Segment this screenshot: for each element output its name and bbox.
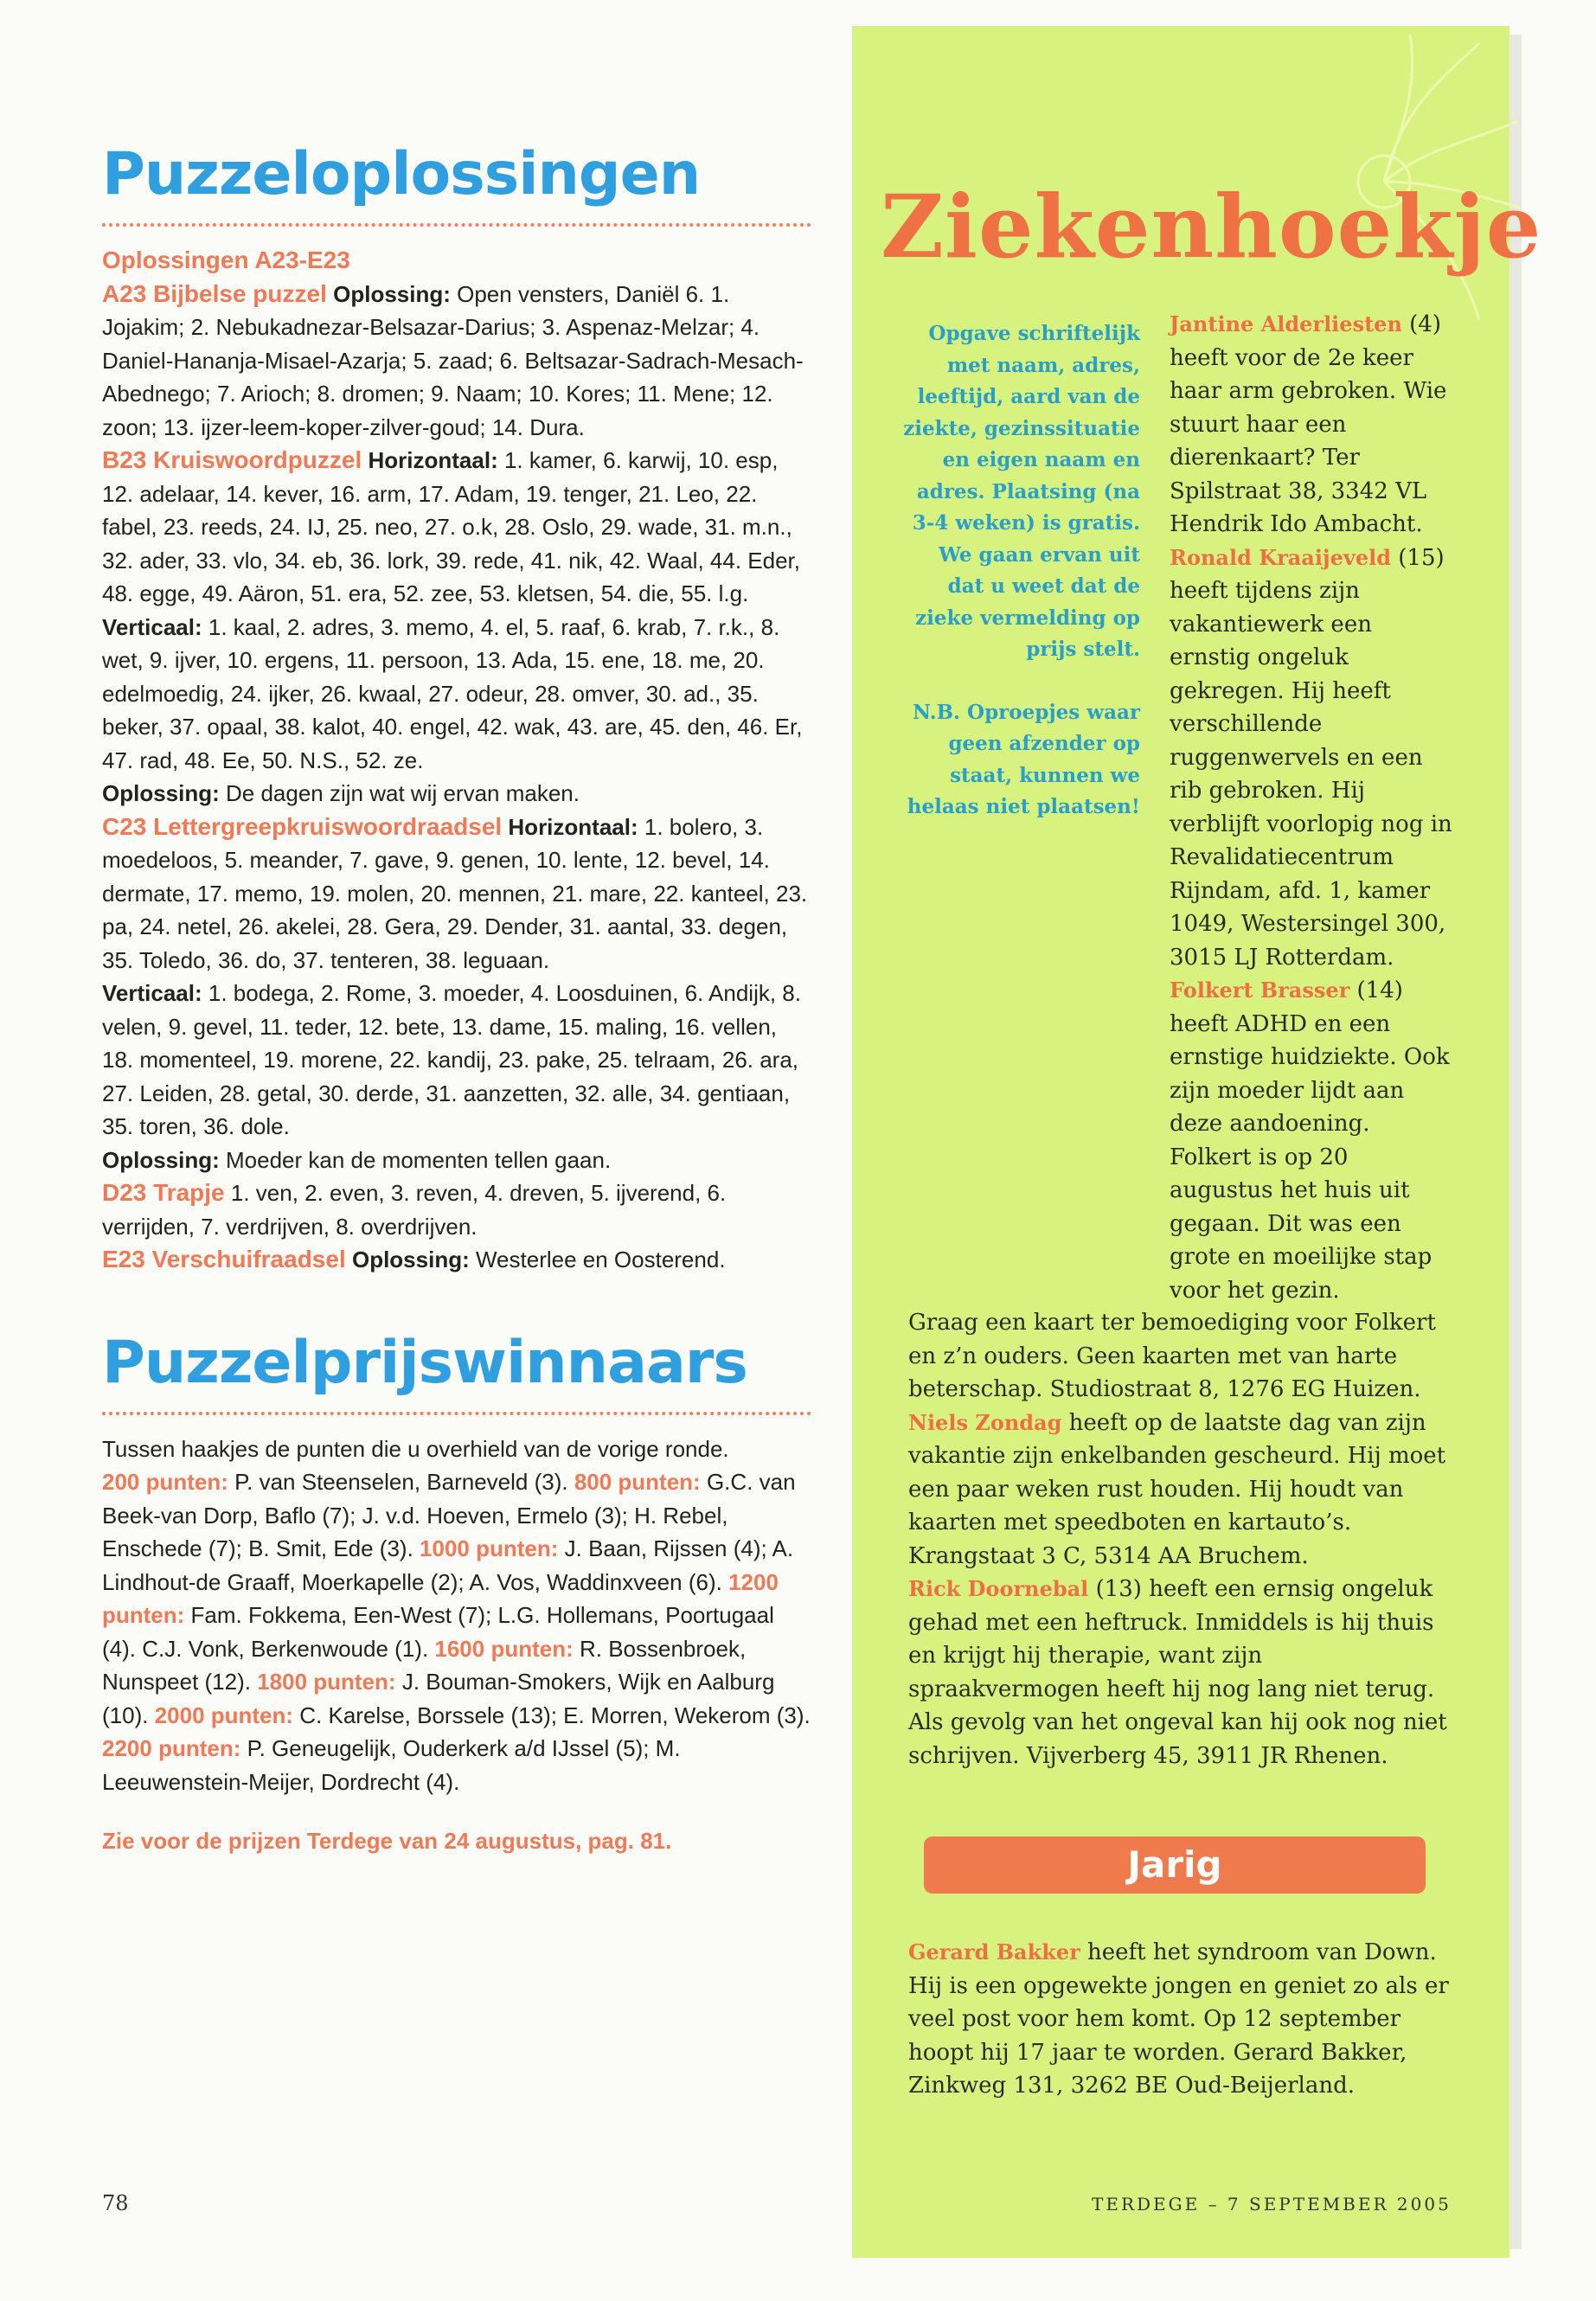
e23-solution-label: Oplossing: [351,1247,470,1272]
submission-info [900,318,1140,855]
sick-corner-title: Ziekenhoekje [881,176,1542,278]
winners-names: R. Bossenbroek, Nunspeet (12). [102,1635,747,1695]
c23-solution-label: Oplossing: [102,1146,220,1173]
b23-horizontal-label: Horizontaal: [368,447,498,473]
solutions-subheading: Oplossingen A23-E23 [102,247,350,273]
entry-name: Niels Zondag [908,1409,1062,1435]
entry-name: Folkert Brasser [1170,977,1350,1003]
winners-points: 1800 punten: [257,1669,396,1695]
panel-shadow [1509,35,1522,2249]
entry-name: Rick Doornebal [908,1576,1089,1601]
winners-points: 1200 punten: [102,1568,779,1628]
left-column [102,140,811,1858]
magazine-footer: TERDEGE – 7 SEPTEMBER 2005 [1092,2194,1452,2214]
entry-text: heeft op de laatste dag van zijn vakantie zijn enkelbanden gescheurd. Hij moet een paar weken rust houden. Hij houdt van kaarten met speedboten en kartauto’s. Krangstaat 3 C, 5314 AA Bruchem. [908,1409,1446,1569]
entry-text: (4) heeft voor de 2e keer haar arm gebroken. Wie stuurt haar een dierenkaart? Ter Spilstraat 38, 3342 VL Hendrik Ido Ambacht. [1170,311,1447,537]
winners-names: P. van Steenselen, Barneveld (3). [228,1469,574,1495]
sick-entry [908,1573,1458,1772]
a23-label: A23 Bijbelse puzzel [102,279,327,307]
puzzle-solutions-title: Puzzeloplossingen [102,140,701,208]
entry-name: Gerard Bakker [908,1939,1080,1965]
b23-label: B23 Kruiswoordpuzzel [102,446,362,473]
c23-horizontal-label: Horizontaal: [508,813,638,840]
b23-vertical-text: 1. kaal, 2. adres, 3. memo, 4. el, 5. raaf, 6. krab, 7. r.k., 8. wet, 9. ijver, 10. ergens, 11. persoon, 13. Ada, 15. ene, 18. me, 20. edelmoedig, 24. ijker, 26. kwaal, 27. odeur, 28. omver, 30. ad., 35. beker, 37. opaal, 38. kalot, 40. engel, 42. wak, 43. are, 45. den, 46. Er, 47. rad, 48. Ee, 50. N.S., 52. ze. [102,613,803,773]
winners-points: 2000 punten: [154,1702,294,1728]
winners-names: C. Karelse, Borssele (13); E. Morren, Wekerom (3). [293,1702,811,1728]
winners-points: 1600 punten: [434,1635,574,1662]
winners-names: G.C. van Beek-van Dorp, Baflo (7); J. v.d. Hoeven, Ermelo (3); H. Rebel, Enschede (7); B. Smit, Ede (3). [102,1469,796,1561]
sick-entries-narrow [1170,308,1455,1307]
sick-entries-wide [908,1306,1458,1772]
winners-points: 200 punten: [102,1469,228,1495]
a23-solution-text: Open vensters, Daniël 6. 1. Jojakim; 2. Nebukadnezar-Belsazar-Darius; 3. Aspenaz-Melzar; 4. Daniel-Hananja-Misael-Azarja; 5. zaad; 6. Beltsazar-Sadrach-Mesach-Abednego; 7. Arioch; 8. dromen; 9. Naam; 10. Kores; 11. Mene; 12. zoon; 13. ijzer-leem-koper-zilver-goud; 14. Dura. [102,280,804,440]
b23-solution-label: Oplossing: [102,780,220,806]
b23-vertical-label: Verticaal: [102,613,202,640]
e23-label: E23 Verschuifraadsel [102,1246,346,1272]
puzzle-winners-title: Puzzelprijswinnaars [102,1328,747,1397]
page-number: 78 [102,2191,129,2215]
c23-solution-text: Moeder kan de momenten tellen gaan. [219,1146,612,1173]
solutions-block [102,244,811,1277]
sick-entry [1170,974,1455,1307]
sick-entry [908,1407,1458,1574]
c23-horizontal-text: 1. bolero, 3. moedeloos, 5. meander, 7. gave, 9. genen, 10. lente, 12. bevel, 14. dermate, 17. memo, 19. molen, 20. mennen, 21. mare, 22. kanteel, 23. pa, 24. netel, 26. akelei, 28. Gera, 29. Dender, 31. aantal, 33. degen, 35. Toledo, 36. do, 37. tenteren, 38. leguaan. [102,813,808,973]
e23-solution-text: Westerlee en Oosterend. [469,1247,726,1272]
c23-label: C23 Lettergreepkruiswoordraadsel [102,812,503,840]
d23-label: D23 Trapje [102,1179,225,1206]
entry-text: Graag een kaart ter bemoediging voor Folkert en z’n ouders. Geen kaarten met van harte beterschap. Studiostraat 8, 1276 EG Huizen. [908,1310,1436,1402]
submission-note: N.B. Oproepjes waar geen afzender op staat, kunnen we helaas niet plaatsen! [907,700,1140,818]
birthday-entries [908,1936,1458,2103]
winners-points: 1000 punten: [420,1535,559,1561]
entry-text: heeft het syndroom van Down. Hij is een opgewekte jongen en geniet zo als er veel post voor hem komt. Op 12 september hoopt hij 17 jaar te worden. Gerard Bakker, Zinkweg 131, 3262 BE Oud-Beijerland. [908,1939,1449,2099]
winners-block [102,1433,811,1799]
winners-points: 2200 punten: [102,1735,241,1761]
d23-text: 1. ven, 2. even, 3. reven, 4. dreven, 5. ijverend, 6. verrijden, 7. verdrijven, 8. overdrijven. [102,1180,727,1240]
a23-solution-label: Oplossing: [333,280,451,307]
sick-entry [1170,542,1455,975]
winners-intro: Tussen haakjes de punten die u overhield van de vorige ronde. [102,1435,729,1462]
entry-text: (15) heeft tijdens zijn vakantiewerk een ernstig ongeluk gekregen. Hij heeft verschillende ruggenwervels en een rib gebroken. Hij verblijft voorlopig nog in Revalidatiecentrum Rijndam, afd. 1, kamer 1049, Westersingel 300, 3015 LJ Rotterdam. [1170,544,1452,971]
winners-points: 800 punten: [574,1469,701,1495]
c23-vertical-label: Verticaal: [102,980,202,1006]
birthday-banner: Jarig [924,1836,1426,1894]
sick-entry [1170,308,1455,542]
entry-text: (13) heeft een ernsig ongeluk gehad met een heftruck. Inmiddels is hij thuis en krijgt hij therapie, want zijn spraakvermogen heeft hij nog lang niet terug. Als gevolg van het ongeval kan hij ook nog niet schrijven. Vijverberg 45, 3911 JR Rhenen. [908,1576,1447,1769]
prizes-note: Zie voor de prijzen Terdege van 24 augustus, pag. 81. [102,1828,672,1854]
submission-instructions: Opgave schriftelijk met naam, adres, leeftijd, aard van de ziekte, gezinssituatie en eigen naam en adres. Plaatsing (na 3-4 weken) is gratis. We gaan ervan uit dat u weet dat de zieke vermelding op prijs stelt. [903,322,1140,661]
b23-solution-text: De dagen zijn wat wij ervan maken. [219,780,580,806]
winners-names: J. Bouman-Smokers, Wijk en Aalburg (10). [102,1669,775,1728]
winners-names: P. Geneugelijk, Ouderkerk a/d IJssel (5); M. Leeuwenstein-Meijer, Dordrecht (4). [102,1735,681,1795]
entry-name: Ronald Kraaijeveld [1170,544,1391,570]
dotted-divider [102,223,811,227]
winners-names: J. Baan, Rijssen (4); A. Lindhout-de Graaff, Moerkapelle (2); A. Vos, Waddinxveen (6). [102,1535,794,1595]
dotted-divider [102,1412,811,1415]
entry-text: (14) heeft ADHD en een ernstige huidziekte. Ook zijn moeder lijdt aan deze aandoening. Folkert is op 20 augustus het huis uit gegaan. Dit was een grote en moeilijke stap voor het gezin. [1170,977,1450,1304]
c23-vertical-text: 1. bodega, 2. Rome, 3. moeder, 4. Loosduinen, 6. Andijk, 8. velen, 9. gevel, 11. teder, 12. bete, 13. dame, 15. maling, 16. vellen, 18. momenteel, 19. morene, 22. kandij, 23. pake, 25. telraam, 26. ara, 27. Leiden, 28. getal, 30. derde, 31. aanzetten, 32. alle, 34. gentiaan, 35. toren, 36. dole. [102,980,801,1139]
birthday-entry [908,1936,1458,2103]
winners-names: Fam. Fokkema, Een-West (7); L.G. Hollemans, Poortugaal (4). C.J. Vonk, Berkenwoude (1). [102,1602,774,1662]
entry-name: Jantine Alderliesten [1170,311,1402,336]
b23-horizontal-text: 1. kamer, 6. karwij, 10. esp, 12. adelaar, 14. kever, 16. arm, 17. Adam, 19. tenger, 21. Leo, 22. fabel, 23. reeds, 24. IJ, 25. neo, 27. o.k, 28. Oslo, 29. wade, 31. m.n., 32. ader, 33. vlo, 34. eb, 36. lork, 39. rede, 41. nik, 42. Waal, 44. Eder, 48. egge, 49. Aäron, 51. era, 52. zee, 53. kletsen, 54. die, 55. l.g. [102,447,800,606]
